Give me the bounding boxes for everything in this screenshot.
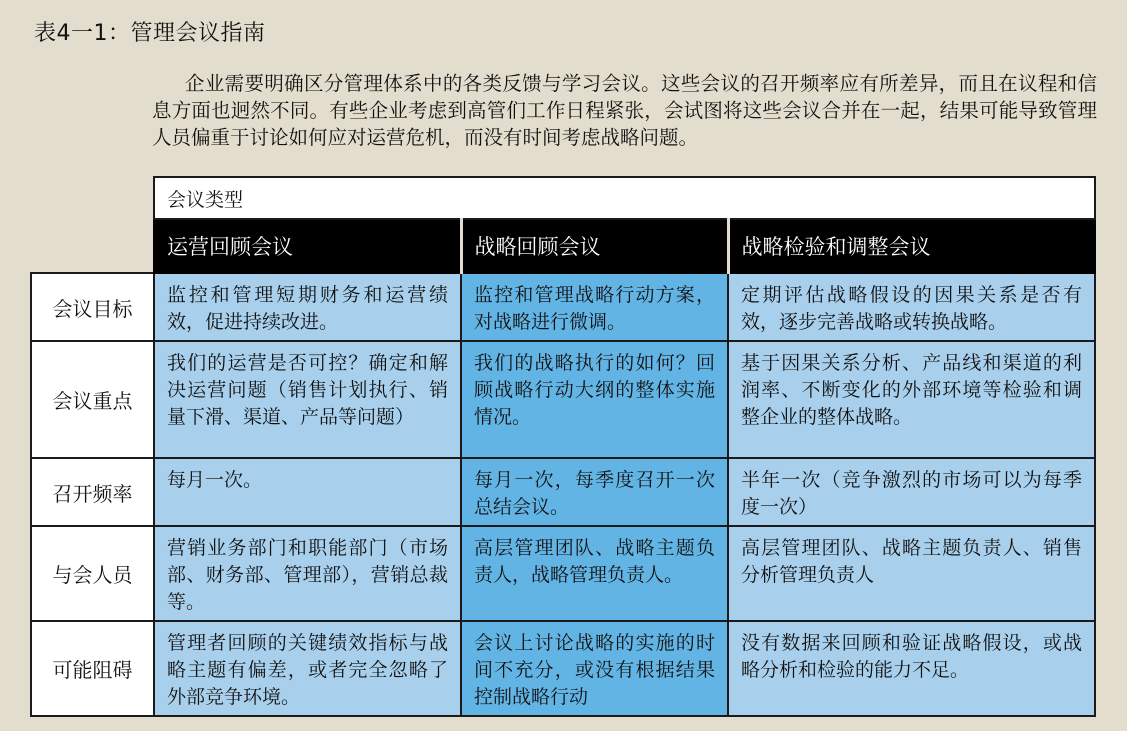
table-cell: 我们的运营是否可控？确定和解决运营问题（销售计划执行、销量下滑、渠道、产品等问题） xyxy=(154,341,461,458)
table-cell: 监控和管理战略行动方案，对战略进行微调。 xyxy=(461,273,728,341)
intro-text: 企业需要明确区分管理体系中的各类反馈与学习会议。这些会议的召开频率应有所差异，而且在议程和信息方面也迥然不同。有些企业考虑到高管们工作日程紧张，会试图将这些会议合并在一起，结果可能导致管理人员偏重于讨论如何应对运营危机，而没有时间考虑战略问题。 xyxy=(152,72,1097,149)
table-cell: 高层管理团队、战略主题负责人，战略管理负责人。 xyxy=(461,526,728,621)
table-cell: 监控和管理短期财务和运营绩效，促进持续改进。 xyxy=(154,273,461,341)
meeting-guide-table xyxy=(30,176,1096,717)
table-cell: 基于因果关系分析、产品线和渠道的利润率、不断变化的外部环境等检验和调整企业的整体战略。 xyxy=(728,341,1095,458)
column-header-row xyxy=(31,219,1095,273)
row-label-obstacles: 可能阻碍 xyxy=(31,621,154,716)
corner-blank xyxy=(31,177,154,219)
table-row xyxy=(31,273,1095,341)
column-header-strategy-review: 战略回顾会议 xyxy=(461,219,728,273)
table-row xyxy=(31,621,1095,716)
intro-paragraph xyxy=(152,70,1097,151)
table-cell: 营销业务部门和职能部门（市场部、财务部、管理部），营销总裁等。 xyxy=(154,526,461,621)
meeting-type-header: 会议类型 xyxy=(154,177,1095,219)
column-header-strategy-test-adapt: 战略检验和调整会议 xyxy=(728,219,1095,273)
table-cell: 管理者回顾的关键绩效指标与战略主题有偏差，或者完全忽略了外部竞争环境。 xyxy=(154,621,461,716)
row-label-frequency: 召开频率 xyxy=(31,458,154,526)
column-header-operations-review: 运营回顾会议 xyxy=(154,219,461,273)
table-cell: 半年一次（竞争激烈的市场可以为每季度一次） xyxy=(728,458,1095,526)
row-label-objective: 会议目标 xyxy=(31,273,154,341)
table-cell: 定期评估战略假设的因果关系是否有效，逐步完善战略或转换战略。 xyxy=(728,273,1095,341)
table-cell: 每月一次。 xyxy=(154,458,461,526)
table-cell: 每月一次，每季度召开一次总结会议。 xyxy=(461,458,728,526)
table-row xyxy=(31,341,1095,458)
table-row xyxy=(31,458,1095,526)
table-cell: 没有数据来回顾和验证战略假设，或战略分析和检验的能力不足。 xyxy=(728,621,1095,716)
page-title: 表4一1：管理会议指南 xyxy=(34,21,266,46)
table-cell: 我们的战略执行的如何？回顾战略行动大纲的整体实施情况。 xyxy=(461,341,728,458)
row-label-focus: 会议重点 xyxy=(31,341,154,458)
type-header-row xyxy=(31,177,1095,219)
table-row xyxy=(31,526,1095,621)
table-cell: 高层管理团队、战略主题负责人、销售分析管理负责人 xyxy=(728,526,1095,621)
corner-blank xyxy=(31,219,154,273)
table-cell: 会议上讨论战略的实施的时间不充分，或没有根据结果控制战略行动 xyxy=(461,621,728,716)
row-label-attendees: 与会人员 xyxy=(31,526,154,621)
